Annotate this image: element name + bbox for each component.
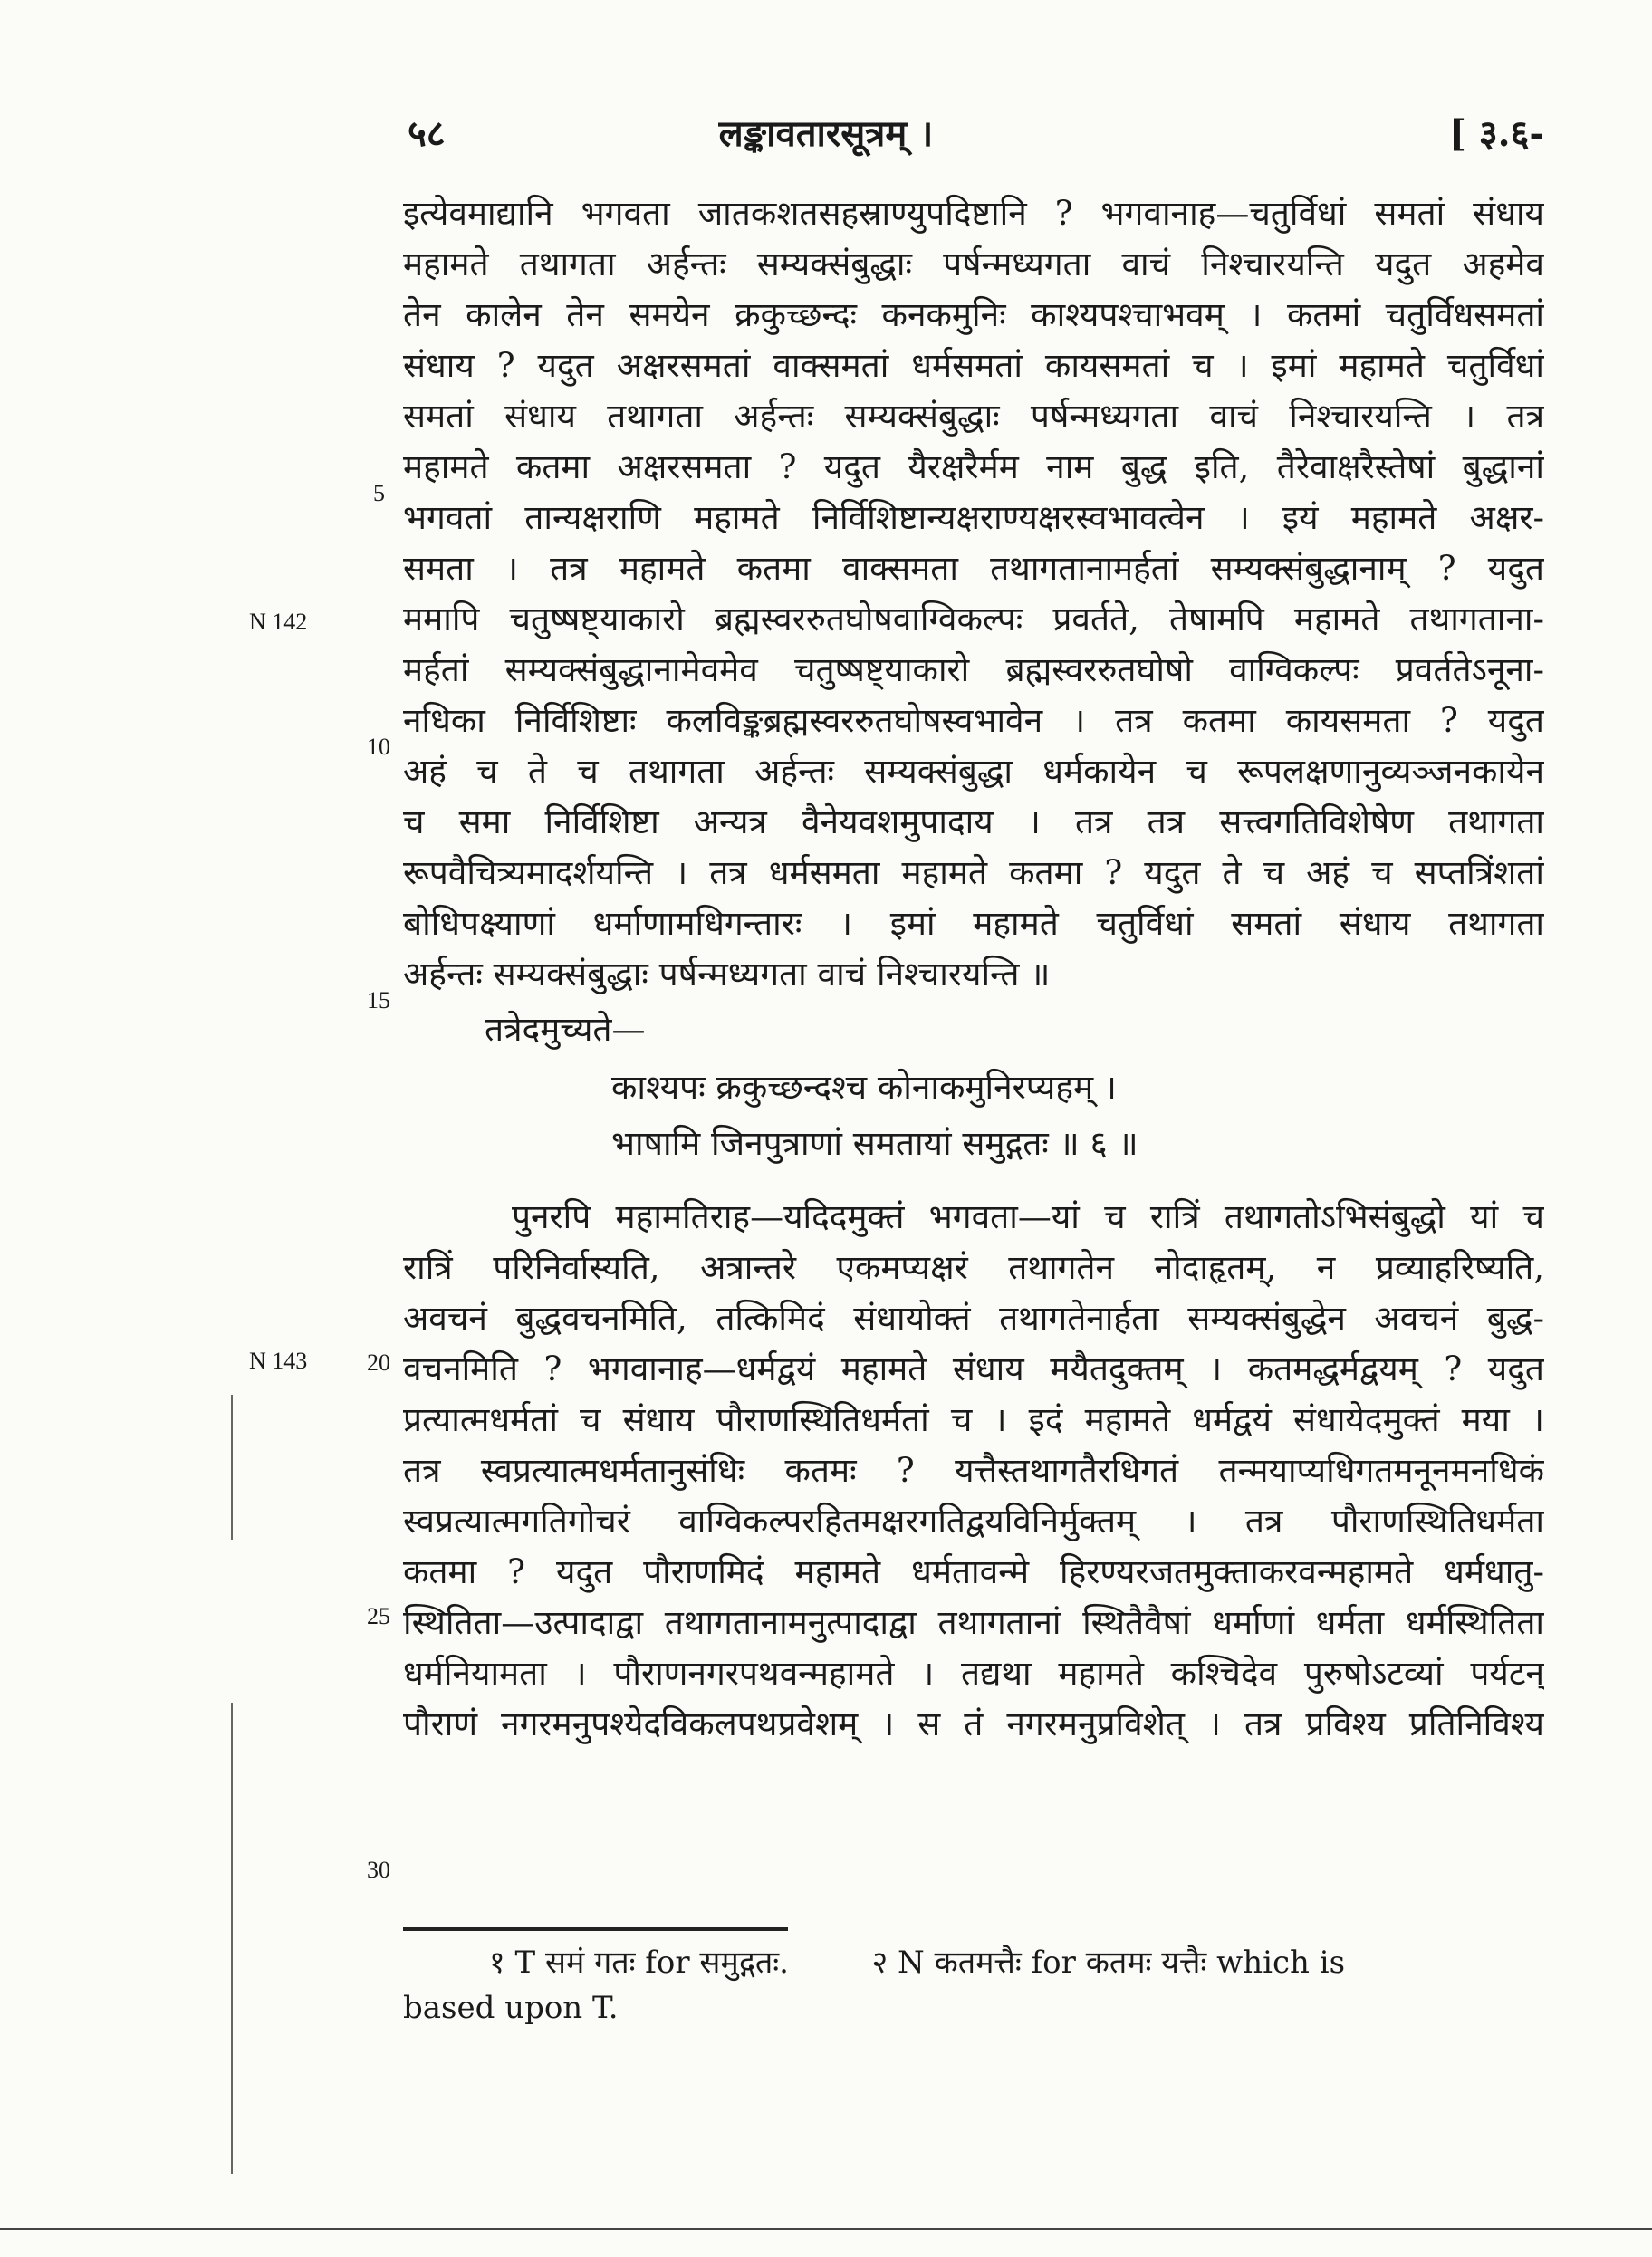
text-line-16: अर्हन्तः सम्यक्संबुद्धाः पर्षन्मध्यगता वाचं निश्चारयन्ति ॥	[403, 955, 1051, 994]
footnote-1-number: १	[489, 1945, 505, 1981]
text-line-10: मर्हतां सम्यक्संबुद्धानामेवमेव चतुष्षष्ट्याकारो ब्रह्मस्वररुतघोषो वाग्विकल्पः प्रवर्ततेऽनूना-	[403, 650, 1544, 689]
text-line-23: वचनमिति ? भगवानाह—धर्मद्वयं महामते संधाय मयैतदुक्तम् । कतमद्धर्मद्वयम् ? यदुत	[403, 1349, 1544, 1388]
text-line-15: बोधिपक्ष्याणां धर्माणामधिगन्तारः । इमां महामते चतुर्विधां समतां संधाय तथागता	[403, 904, 1544, 943]
footnote-rule	[403, 1927, 788, 1931]
text-line-24: प्रत्यात्मधर्मतां च संधाय पौराणस्थितिधर्मतां च । इदं महामते धर्मद्वयं संधायेदमुक्तं मया ।	[403, 1400, 1544, 1439]
margin-ref-n142: N 142	[249, 609, 308, 635]
left-edge-mark	[231, 1395, 233, 1540]
verse-line-1: काश्यपः क्रकुच्छन्दश्च कोनाकमुनिरप्यहम् ।	[611, 1068, 1117, 1107]
text-line-12: अहं च ते च तथागता अर्हन्तः सम्यक्संबुद्धा धर्मकायेन च रूपलक्षणानुव्यञ्जनकायेन	[403, 752, 1544, 791]
bottom-rule	[0, 2228, 1652, 2230]
text-line-21: रात्रिं परिनिर्वास्यति, अत्रान्तरे एकमप्यक्षरं तथागतेन नोदाहृतम्, न प्रव्याहरिष्यति,	[403, 1248, 1544, 1287]
line-number-25: 25	[367, 1603, 390, 1629]
text-line-13: च समा निर्विशिष्टा अन्यत्र वैनेयवशमुपादाय । तत्र तत्र सत्त्वगतिविशेषेण तथागता	[403, 802, 1544, 841]
verse-intro: तत्रेदमुच्यते—	[485, 1010, 646, 1049]
text-line-29: धर्मनियामता । पौराणनगरपथवन्महामते । तद्यथा महामते कश्चिदेव पुरुषोऽटव्यां पर्यटन्	[403, 1654, 1544, 1693]
line-number-20: 20	[367, 1349, 390, 1376]
page-header	[0, 107, 1652, 170]
text-line-3: तेन कालेन तेन समयेन क्रकुच्छन्दः कनकमुनिः काश्यपश्चाभवम् । कतमां चतुर्विधसमतां	[403, 295, 1544, 334]
section-marker: [ ३.६-	[1449, 112, 1544, 155]
line-number-15: 15	[367, 987, 390, 1013]
footnotes	[403, 1940, 1544, 2031]
text-line-20: पुनरपि महामतिराह—यदिदमुक्तं भगवता—यां च रात्रिं तथागतोऽभिसंबुद्धो यां च	[512, 1197, 1544, 1236]
text-line-27: कतमा ? यदुत पौराणमिदं महामते धर्मतावन्मे हिरण्यरजतमुक्ताकरवन्महामते धर्मधातु-	[403, 1552, 1544, 1591]
footnote-1-text: T समं गतः for समुद्गतः.	[514, 1945, 789, 1981]
verse-line-2: भाषामि जिनपुत्राणां समतायां समुद्गतः ॥ ६ ॥	[611, 1124, 1138, 1163]
left-edge-mark-lower	[231, 1703, 233, 2174]
text-line-11: नधिका निर्विशिष्टाः कलविङ्कब्रह्मस्वररुतघोषस्वभावेन । तत्र कतमा कायसमता ? यदुत	[403, 701, 1544, 740]
running-title: लङ्कावतारसूत्रम् ।	[718, 112, 934, 155]
text-line-2: महामते तथागता अर्हन्तः सम्यक्संबुद्धाः पर्षन्मध्यगता वाचं निश्चारयन्ति यदुत अहमेव	[403, 245, 1544, 283]
line-number-10: 10	[367, 734, 390, 760]
text-line-1: इत्येवमाद्यानि भगवता जातकशतसहस्राण्युपदिष्टानि ? भगवानाह—चतुर्विधां समतां संधाय	[403, 194, 1544, 233]
text-line-26: स्वप्रत्यात्मगतिगोचरं वाग्विकल्परहितमक्षरगतिद्वयविनिर्मुक्तम् । तत्र पौराणस्थितिधर्मता	[403, 1502, 1544, 1541]
text-line-22: अवचनं बुद्धवचनमिति, तत्किमिदं संधायोक्तं तथागतेनार्हता सम्यक्संबुद्धेन अवचनं बुद्ध-	[403, 1299, 1544, 1338]
line-number-5: 5	[373, 480, 385, 506]
footnote-2-number: २	[871, 1945, 888, 1981]
text-line-6: महामते कतमा अक्षरसमता ? यदुत यैरक्षरैर्मम नाम बुद्ध इति, तैरेवाक्षरैस्तेषां बुद्धानां	[403, 447, 1544, 486]
text-line-28: स्थितिता—उत्पादाद्वा तथागतानामनुत्पादाद्वा तथागतानां स्थितैवैषां धर्माणां धर्मता धर्मस्थितिता	[403, 1603, 1544, 1642]
main-text	[403, 188, 1544, 1750]
text-line-25: तत्र स्वप्रत्यात्मधर्मतानुसंधिः कतमः ? यत्तैस्तथागतैरधिगतं तन्मयाप्यधिगतमनूनमनधिकं	[403, 1451, 1544, 1490]
footnote-2-text: N कतमत्तैः for कतमः यत्तैः which is	[898, 1945, 1346, 1981]
footnote-2-continuation: based upon T.	[403, 1990, 619, 2026]
margin-ref-n143: N 143	[249, 1348, 308, 1374]
text-line-7: भगवतां तान्यक्षराणि महामते निर्विशिष्टान्यक्षराण्यक्षरस्वभावत्वेन । इयं महामते अक्षर-	[403, 498, 1544, 537]
text-line-14: रूपवैचित्र्यमादर्शयन्ति । तत्र धर्मसमता महामते कतमा ? यदुत ते च अहं च सप्तत्रिंशतां	[403, 853, 1544, 892]
text-line-30: पौराणं नगरमनुपश्येदविकलपथप्रवेशम् । स तं नगरमनुप्रविशेत् । तत्र प्रविश्य प्रतिनिविश्य	[403, 1705, 1544, 1743]
footnote-line-1	[403, 1940, 1544, 1985]
text-line-9: ममापि चतुष्षष्ट्याकारो ब्रह्मस्वररुतघोषवाग्विकल्पः प्रवर्तते, तेषामपि महामते तथागताना-	[403, 600, 1544, 639]
page-number: ५८	[408, 112, 446, 155]
text-line-4: संधाय ? यदुत अक्षरसमतां वाक्समतां धर्मसमतां कायसमतां च । इमां महामते चतुर्विधां	[403, 346, 1544, 385]
line-number-30: 30	[367, 1857, 390, 1883]
text-line-8: समता । तत्र महामते कतमा वाक्समता तथागतानामर्हतां सम्यक्संबुद्धानाम् ? यदुत	[403, 549, 1544, 588]
text-line-5: समतां संधाय तथागता अर्हन्तः सम्यक्संबुद्धाः पर्षन्मध्यगता वाचं निश्चारयन्ति । तत्र	[403, 397, 1544, 436]
